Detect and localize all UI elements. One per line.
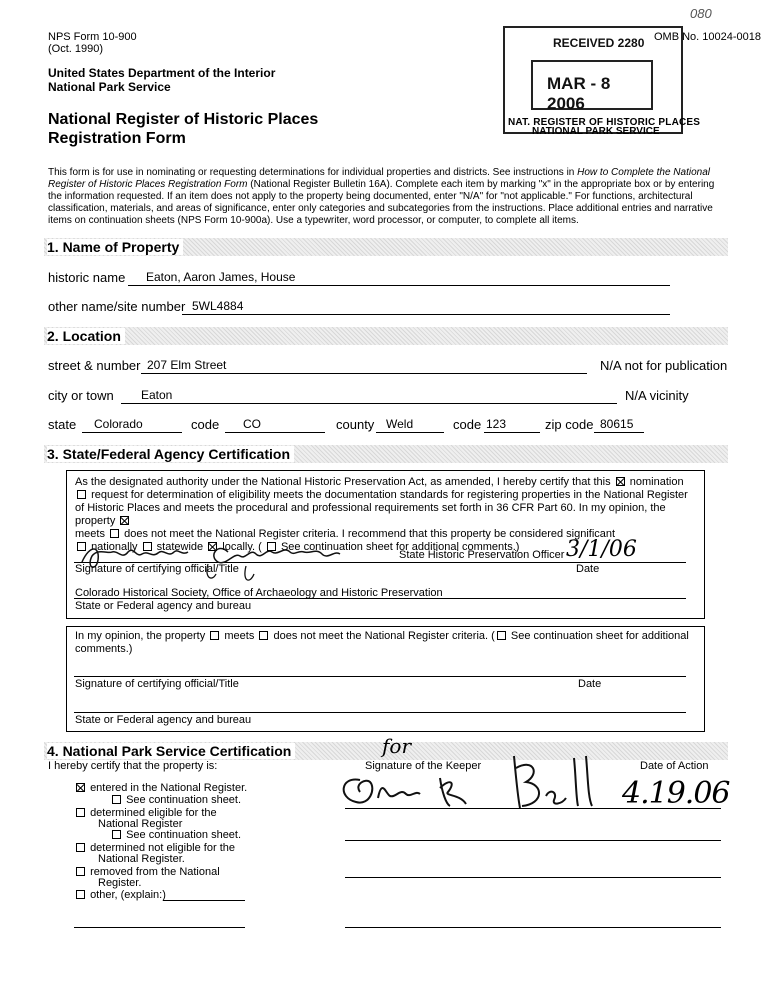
entered-checkbox[interactable]	[76, 783, 85, 792]
state-field[interactable]	[82, 417, 182, 433]
other-name-field[interactable]	[182, 299, 670, 315]
certifier-date-label: Date	[576, 563, 600, 575]
street-value: 207 Elm Street	[147, 358, 227, 372]
keeper-line-2	[345, 840, 721, 841]
instructions-text-1: This form is for use in nominating or requesting determinations for individual properties and districts. See instructions in	[48, 167, 578, 178]
instructions	[48, 167, 720, 227]
entered-label: entered in the National Register.	[90, 782, 248, 794]
county-code-label: code	[453, 417, 482, 432]
section-1-title: 1. Name of Property	[47, 239, 183, 255]
section-1-header	[44, 238, 728, 256]
not-eligible-checkbox[interactable]	[76, 843, 85, 852]
eligible-checkbox[interactable]	[76, 808, 85, 817]
county-field[interactable]	[376, 417, 444, 433]
keeper-line-4	[345, 927, 721, 928]
opinion-not-meet-checkbox[interactable]	[259, 631, 268, 640]
opinion-meets-checkbox[interactable]	[210, 631, 219, 640]
keeper-label: Signature of the Keeper	[365, 760, 482, 772]
state-code-label: code	[191, 417, 220, 432]
section-3-header	[44, 445, 728, 463]
meets-checkbox[interactable]	[120, 516, 129, 525]
not-eligible-label-b: National Register.	[98, 853, 185, 865]
removed-label-a: removed from the National	[90, 866, 220, 878]
form-number: NPS Form 10-900	[48, 31, 137, 43]
eligible-label-a: determined eligible for the	[90, 807, 217, 819]
nps-intro: I hereby certify that the property is:	[48, 760, 218, 772]
agency-value: Colorado Historical Society, Office of Archaeology and Historic Preservation	[75, 587, 443, 599]
keeper-for: for	[382, 734, 412, 758]
opinion-signature-line	[74, 676, 686, 677]
agency-label: State or Federal agency and bureau	[75, 600, 252, 612]
option-removed	[74, 866, 220, 879]
date-of-action-label: Date of Action	[640, 760, 709, 772]
opinion-continuation-checkbox[interactable]	[497, 631, 506, 640]
opinion-sig-label: Signature of certifying official/Title	[75, 678, 239, 690]
request-checkbox[interactable]	[77, 490, 86, 499]
state-label: state	[48, 417, 77, 432]
see-continuation-label: See continuation sheet for additional comments.)	[280, 541, 520, 553]
eligible-continuation-checkbox[interactable]	[112, 830, 121, 839]
opinion-text-c: See continuation sheet for additional comments.)	[75, 630, 689, 655]
form-title-2: Registration Form	[48, 130, 186, 147]
nomination-checkbox[interactable]	[616, 477, 625, 486]
entered-continuation-checkbox[interactable]	[112, 795, 121, 804]
entered-continuation-label: See continuation sheet.	[126, 794, 242, 806]
omb-number: OMB No. 10024-0018	[654, 31, 762, 43]
stamp-received: RECEIVED 2280	[553, 36, 645, 50]
cert-nomination: nomination	[629, 476, 684, 488]
keeper-line-3	[345, 877, 721, 878]
option-eligible-cont	[110, 829, 241, 842]
opinion-agency-label: State or Federal agency and bureau	[75, 714, 252, 726]
date-of-action-value: 4.19.06	[622, 776, 730, 811]
not-eligible-label-a: determined not eligible for the	[90, 842, 235, 854]
other-label: other, (explain:)	[90, 889, 166, 901]
opinion-text-a: In my opinion, the property	[75, 630, 206, 642]
section-2-title: 2. Location	[47, 328, 125, 344]
certifier-sig-label: Signature of certifying official/Title	[75, 563, 239, 575]
other-name-value: 5WL4884	[192, 299, 244, 313]
removed-label-b: Register.	[98, 877, 142, 889]
department: United States Department of the Interior	[48, 66, 276, 80]
county-label: county	[336, 417, 375, 432]
cert-text-b: request for determination of eligibility meets the documentation standards for registering properties in the National Register of Historic Places and meets the procedural and professional requirements set forth in 36 CFR Part 60. In my opinion, the property	[75, 489, 688, 527]
not-for-publication: N/A not for publication	[600, 358, 728, 373]
section-3-title: 3. State/Federal Agency Certification	[47, 446, 294, 462]
historic-name-field[interactable]	[128, 270, 670, 286]
street-field[interactable]	[141, 358, 587, 374]
section-2-header	[44, 327, 728, 345]
opinion-text-b: does not meet the National Register criteria. (	[273, 630, 495, 642]
county-code-field[interactable]	[484, 417, 540, 433]
service: National Park Service	[48, 80, 171, 94]
stamp-inner-box	[531, 60, 653, 113]
state-value: Colorado	[94, 417, 143, 431]
other-explain-line[interactable]	[163, 900, 245, 901]
section-4-title: 4. National Park Service Certification	[47, 743, 295, 759]
removed-checkbox[interactable]	[76, 867, 85, 876]
eligible-label-b: National Register	[98, 818, 183, 830]
city-field[interactable]	[121, 388, 617, 404]
stamp-line2: NATIONAL PARK SERVICE	[532, 126, 660, 137]
city-value: Eaton	[141, 388, 173, 402]
option-other	[74, 889, 166, 902]
state-code-value: CO	[243, 417, 261, 431]
stamp-date: MAR - 8 2006	[547, 74, 611, 113]
instructions-bulletin: How to Complete the National Register of Historic Places Registration Form	[48, 167, 710, 190]
officer-title: State Historic Preservation Officer	[399, 549, 565, 561]
other-name-label: other name/site number	[48, 299, 186, 314]
instructions-text-2: (National Register Bulletin 16A). Complete each item by marking "x" in the appropriate box or by entering the information requested. If an item does not apply to the property being documented, enter "N/A" for "not applicable." For functions, architectural classification, materials, and areas of significance, enter only categories and subcategories from the instructions. Place additional entries and narrative items on continuation sheets (NPS Form 10-900a). Use a typewriter, word processor, or computer, to complete all items.	[48, 179, 715, 226]
historic-name-value: Eaton, Aaron James, House	[146, 270, 296, 284]
stamp-line1: NAT. REGISTER OF HISTORIC PLACES	[508, 117, 701, 128]
nationally-label: nationally	[91, 541, 138, 553]
zip-value: 80615	[600, 417, 634, 431]
other-checkbox[interactable]	[76, 890, 85, 899]
does-not-meet-checkbox[interactable]	[110, 529, 119, 538]
zip-label: zip code	[545, 417, 594, 432]
opinion-agency-line	[74, 712, 686, 713]
form-date: (Oct. 1990)	[48, 43, 104, 55]
other-extra-line[interactable]	[74, 927, 245, 928]
keeper-line-1	[345, 808, 721, 809]
locally-label: locally. (	[222, 541, 262, 553]
cert-meets: meets	[75, 528, 105, 540]
certifier-sign-date: 3/1/06	[566, 537, 637, 562]
county-value: Weld	[386, 417, 414, 431]
form-title-1: National Register of Historic Places	[48, 111, 319, 128]
certifier-signature	[78, 538, 368, 584]
historic-name-label: historic name	[48, 270, 126, 285]
zip-field[interactable]	[594, 417, 644, 433]
county-code-value: 123	[486, 417, 507, 431]
corner-mark: 080	[690, 6, 712, 21]
opinion-date-label: Date	[578, 678, 602, 690]
state-code-field[interactable]	[225, 417, 325, 433]
eligible-continuation-label: See continuation sheet.	[126, 829, 242, 841]
opinion-meets: meets	[224, 630, 255, 642]
cert-text-c: does not meet the National Register criteria. I recommend that this property be considered significant	[124, 528, 616, 540]
option-entered-cont	[110, 794, 241, 807]
statewide-label: statewide	[156, 541, 204, 553]
vicinity: N/A vicinity	[625, 388, 689, 403]
cert-text-a: As the designated authority under the National Historic Preservation Act, as amended, I hereby certify that this	[75, 476, 611, 488]
city-label: city or town	[48, 388, 114, 403]
opinion-text	[75, 630, 695, 656]
street-label: street & number	[48, 358, 141, 373]
